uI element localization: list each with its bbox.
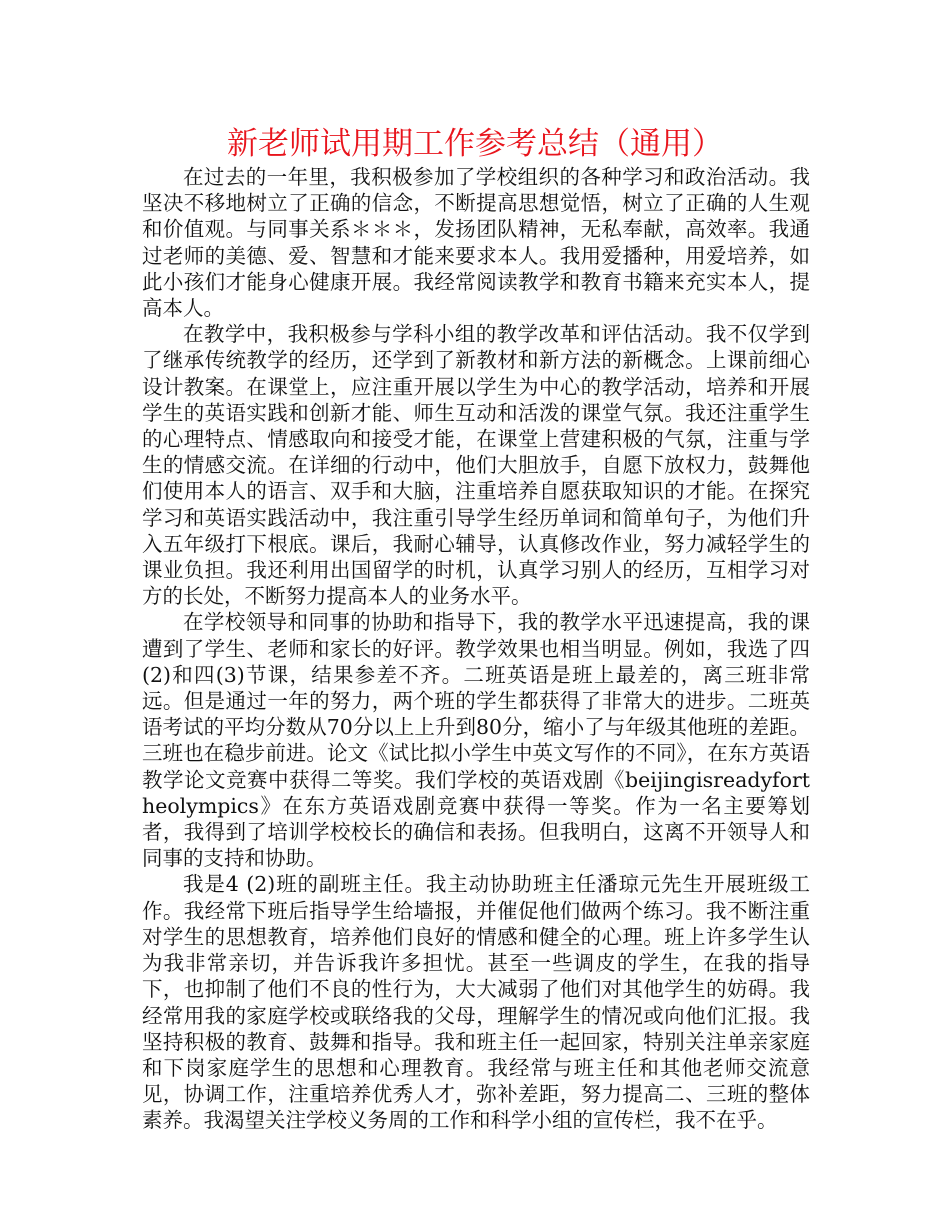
paragraph-teaching-results: 在学校领导和同事的协助和指导下，我的教学水平迅速提高，我的课遭到了学生、老师和家长的好评。教学效果也相当明显。例如，我选了四(2)和四(3)节课，结果参差不齐。二班英语是班上最差的，离三班非常远。但是通过一年的努力，两个班的学生都获得了非常大的进步。二班英语考试的平均分数从70分以上上升到80分，缩小了与年级其他班的差距。三班也在稳步前进。论文《试比拟小学生中英文写作的不同》，在东方英语教学论文竞赛中获得二等奖。我们学校的英语戏剧《beijingisreadyfortheolympics》在东方英语戏剧竞赛中获得一等奖。作为一名主要筹划者，我得到了培训学校校长的确信和表扬。但我明白，这离不开领导人和同事的支持和协助。 xyxy=(142,610,810,871)
paragraph-class-management: 我是4 (2)班的副班主任。我主动协助班主任潘琼元先生开展班级工作。我经常下班后指导学生给墙报，并催促他们做两个练习。我不断注重对学生的思想教育，培养他们良好的情感和健全的心理。班上许多学生认为我非常亲切，并告诉我许多担忧。甚至一些调皮的学生，在我的指导下，也抑制了他们不良的性行为，大大减弱了他们对其他学生的妨碍。我经常用我的家庭学校或联络我的父母，理解学生的情况或向他们汇报。我坚持积极的教育、鼓舞和指导。我和班主任一起回家，特别关注单亲家庭和下岗家庭学生的思想和心理教育。我经常与班主任和其他老师交流意见，协调工作，注重培养优秀人才，弥补差距，努力提高二、三班的整体素养。我渴望关注学校义务周的工作和科学小组的宣传栏，我不在乎。 xyxy=(142,872,810,1133)
paragraph-study-activities: 在过去的一年里，我积极参加了学校组织的各种学习和政治活动。我坚决不移地树立了正确的信念，不断提高思想觉悟，树立了正确的人生观和价值观。与同事关系＊＊＊，发扬团队精神，无私奉献，高效率。我通过老师的美德、爱、智慧和才能来要求本人。我用爱播种，用爱培养，如此小孩们才能身心健康开展。我经常阅读教学和教育书籍来充实本人，提高本人。 xyxy=(142,165,810,321)
document-title: 新老师试用期工作参考总结（通用） xyxy=(227,126,723,162)
document-body xyxy=(142,164,810,1134)
paragraph-teaching-reform: 在教学中，我积极参与学科小组的教学改革和评估活动。我不仅学到了继承传统教学的经历，还学到了新教材和新方法的新概念。上课前细心设计教案。在课堂上，应注重开展以学生为中心的教学活动，培养和开展学生的英语实践和创新才能、师生互动和活泼的课堂气氛。我还注重学生的心理特点、情感取向和接受才能，在课堂上营建积极的气氛，注重与学生的情感交流。在详细的行动中，他们大胆放手，自愿下放权力，鼓舞他们使用本人的语言、双手和大脑，注重培养自愿获取知识的才能。在探究学习和英语实践活动中，我注重引导学生经历单词和简单句子，为他们升入五年级打下根底。课后，我耐心辅导，认真修改作业，努力减轻学生的课业负担。我还利用出国留学的时机，认真学习别人的经历，互相学习对方的长处，不断努力提高本人的业务水平。 xyxy=(142,322,810,609)
